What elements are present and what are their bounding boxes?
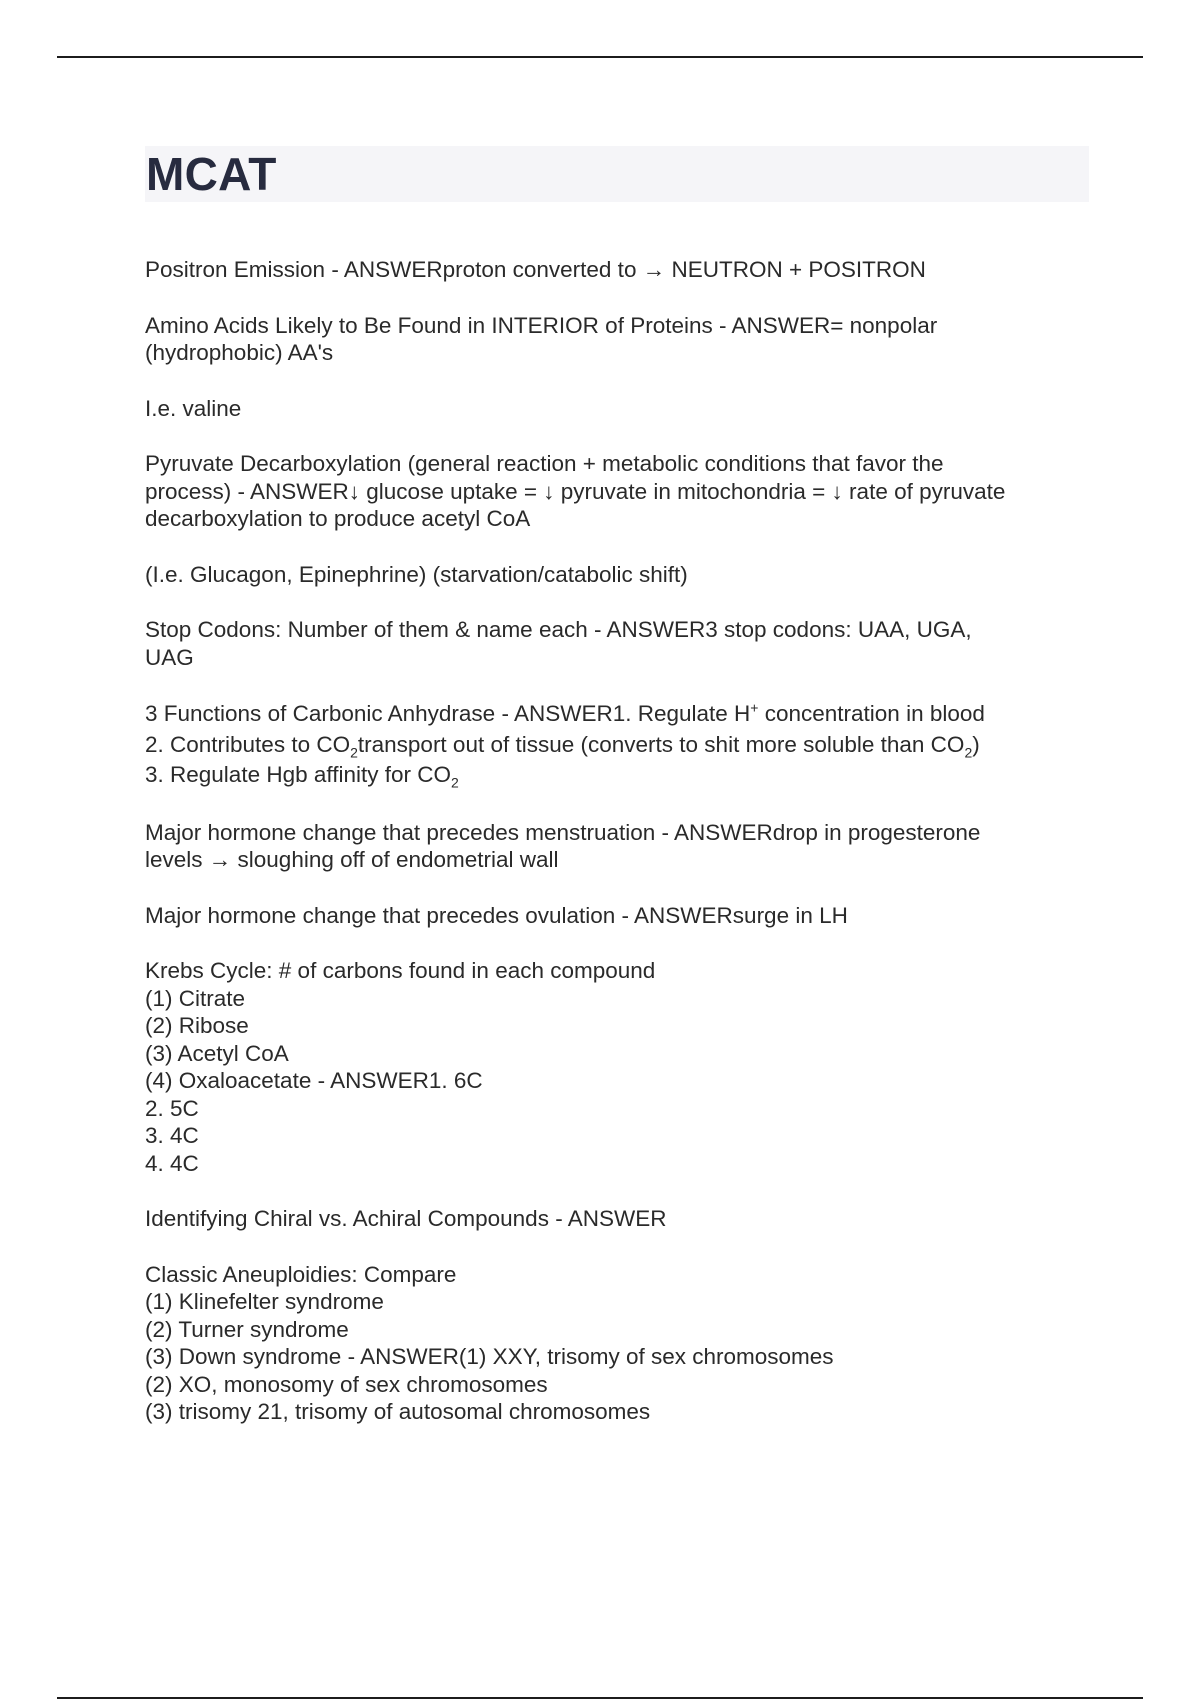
document-body [145,256,1089,1454]
entry-carbonic-anhydrase [145,699,1089,791]
carbonic-line3-a: 3. Regulate Hgb affinity for CO [145,762,451,787]
carbonic-line2-sub1: 2 [350,744,358,760]
carbonic-line1-sup: + [750,699,759,716]
entry-stop-codons: Stop Codons: Number of them & name each - ANSWER3 stop codons: UAA, UGA, UAG [145,617,972,670]
carbonic-line2-a: 2. Contributes to CO [145,731,351,757]
entry-glucagon: (I.e. Glucagon, Epinephrine) (starvation/catabolic shift) [145,561,688,587]
entry-aneuploidies: Classic Aneuploidies: Compare (1) Klinefelter syndrome (2) Turner syndrome (3) Down syndrome - ANSWER(1) XXY, trisomy of sex chromosomes (2) XO, monosomy of sex chromosomes (3) trisomy 21, trisomy of autosomal chromosomes [145,1261,834,1424]
carbonic-line3-sub: 2 [451,774,459,791]
carbonic-line1-a: 3 Functions of Carbonic Anhydrase - ANSWER1. Regulate H [145,701,751,726]
document-title: MCAT [146,148,277,200]
carbonic-line2-b: transport out of tissue (converts to shit more soluble than CO [357,731,965,757]
carbonic-line1-b: concentration in blood [758,701,985,726]
carbonic-line2-c: ) [972,731,980,757]
entry-menstruation: Major hormone change that precedes menstruation - ANSWERdrop in progesterone levels → sloughing off of endometrial wall [145,819,981,872]
entry-pyruvate: Pyruvate Decarboxylation (general reaction + metabolic conditions that favor the process) - ANSWER↓ glucose uptake = ↓ pyruvate in mitochondria = ↓ rate of pyruvate decarboxylation to produce acetyl CoA [145,451,1006,531]
entry-positron: Positron Emission - ANSWERproton converted to → NEUTRON + POSITRON [145,257,926,282]
entry-krebs: Krebs Cycle: # of carbons found in each compound (1) Citrate (2) Ribose (3) Acetyl CoA (4) Oxaloacetate - ANSWER1. 6C 2. 5C 3. 4C 4. 4C [145,958,656,1176]
top-rule [57,56,1143,58]
entry-ovulation: Major hormone change that precedes ovulation - ANSWERsurge in LH [145,902,848,928]
entry-amino-acids: Amino Acids Likely to Be Found in INTERIOR of Proteins - ANSWER= nonpolar (hydrophobic) AA's [145,312,938,365]
bottom-rule [57,1697,1143,1699]
title-band [145,146,1089,202]
entry-valine: I.e. valine [145,395,242,421]
entry-chiral: Identifying Chiral vs. Achiral Compounds - ANSWER [145,1206,667,1231]
carbonic-line2-sub2: 2 [964,744,973,760]
